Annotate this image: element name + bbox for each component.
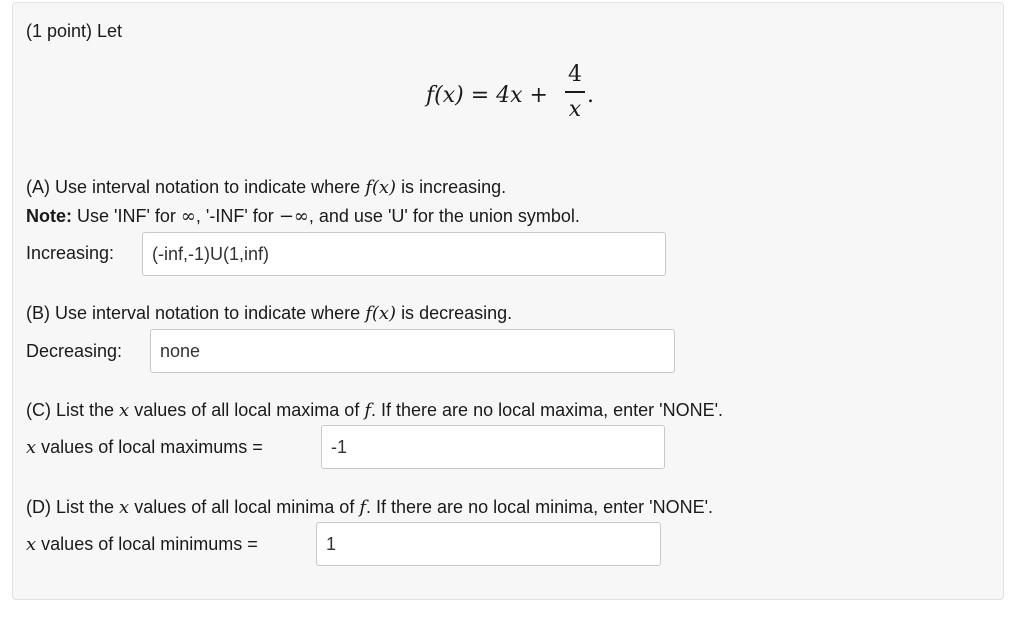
note-label: Note: (26, 206, 72, 226)
fraction-numerator: 4 (568, 62, 582, 87)
increasing-input[interactable] (142, 232, 666, 276)
x-variable: x (26, 534, 37, 555)
fx-expression: f(x) (365, 303, 397, 324)
f-variable: f (364, 400, 372, 421)
neg-infinity-symbol: −∞ (278, 206, 309, 227)
f-variable: f (359, 497, 367, 518)
x-variable: x (26, 437, 37, 458)
part-d-question: (D) List the x values of all local minima of f. If there are no local minima, enter 'NONE'. (26, 497, 714, 518)
fraction-denominator: x (568, 96, 582, 122)
local-max-input[interactable] (321, 425, 665, 469)
local-max-label: x values of local maximums = (26, 437, 263, 458)
local-min-input[interactable] (316, 522, 661, 566)
x-variable: x (119, 400, 130, 421)
infinity-symbol: ∞ (180, 206, 196, 227)
problem-header: (1 point) Let (26, 21, 123, 41)
decreasing-label: Decreasing: (26, 341, 123, 361)
x-variable: x (119, 497, 130, 518)
part-a-question: (A) Use interval notation to indicate where f(x) is increasing. (26, 177, 507, 198)
decreasing-input[interactable] (150, 329, 675, 373)
fraction-bar (565, 91, 585, 93)
part-a-note: Note: Use 'INF' for ∞, '-INF' for −∞, and use 'U' for the union symbol. (26, 206, 580, 227)
formula-lhs: f(x) = 4x + (426, 83, 548, 108)
local-min-label: x values of local minimums = (26, 534, 258, 555)
increasing-label: Increasing: (26, 243, 115, 263)
formula-fraction (565, 62, 585, 123)
part-c-question: (C) List the x values of all local maxima of f. If there are no local maxima, enter 'NONE'. (26, 400, 724, 421)
fx-expression: f(x) (365, 177, 397, 198)
part-b-question: (B) Use interval notation to indicate where f(x) is decreasing. (26, 303, 513, 324)
formula-period: . (587, 83, 594, 108)
